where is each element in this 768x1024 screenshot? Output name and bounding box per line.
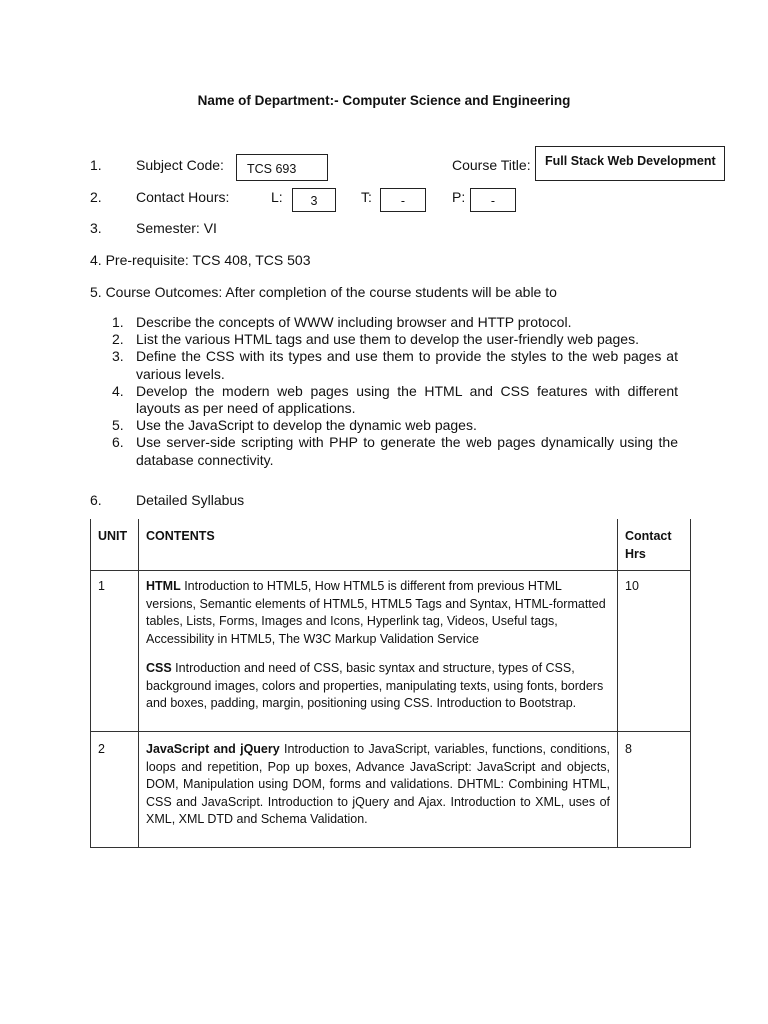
contents-header: CONTENTS: [139, 519, 618, 571]
content-block: [146, 741, 610, 829]
outcome-item: 3. Define the CSS with its types and use them to provide the styles to the web pages at various levels.: [112, 348, 678, 382]
unit-header: UNIT: [91, 519, 139, 571]
outcome-item: 1. Describe the concepts of WWW including browser and HTTP protocol.: [112, 314, 572, 330]
lecture-value: 3: [310, 194, 318, 208]
contact-hours-header: Contact Hrs: [618, 519, 691, 571]
outcome-item: 6. Use server-side scripting with PHP to generate the web pages dynamically using the database connectivity.: [112, 434, 678, 468]
topic-title: HTML: [146, 579, 181, 593]
contents-cell: [139, 571, 618, 732]
contact-hours-label: Contact Hours:: [136, 189, 230, 205]
unit-cell: 1: [91, 571, 139, 732]
lecture-label: L:: [271, 189, 283, 205]
course-title-box: [535, 146, 725, 181]
semester-label: Semester: VI: [136, 220, 217, 236]
hours-cell: 8: [618, 732, 691, 848]
syllabus-table: [90, 519, 691, 848]
table-header-row: [91, 519, 691, 571]
table-row: [91, 571, 691, 732]
course-title-label: Course Title:: [452, 157, 531, 173]
unit-cell: 2: [91, 732, 139, 848]
hours-cell: 10: [618, 571, 691, 732]
lecture-box: [292, 188, 336, 212]
topic-text: Introduction to HTML5, How HTML5 is different from previous HTML versions, Semantic elements of HTML5, HTML5 Tags and Syntax, HTML-formatted tables, Lists, Forms, Images and Icons, Hyperlink tag, Videos, Useful tags, Accessibility in HTML5, The W3C Markup Validation Service: [146, 579, 606, 646]
contents-cell: [139, 732, 618, 848]
content-block: [146, 578, 610, 648]
subject-code-box: [236, 154, 328, 181]
table-row: [91, 732, 691, 848]
tutorial-label: T:: [361, 189, 372, 205]
topic-text: Introduction and need of CSS, basic syntax and structure, types of CSS, background images, colors and properties, manipulating texts, using fonts, borders and boxes, padding, margin, positioning using CSS. Introduction to Bootstrap.: [146, 661, 604, 710]
practical-label: P:: [452, 189, 466, 205]
item-number-1: 1.: [90, 157, 102, 173]
course-title-value: Full Stack Web Development: [545, 154, 716, 168]
practical-box: [470, 188, 516, 212]
outcome-item: 5. Use the JavaScript to develop the dynamic web pages.: [112, 417, 477, 434]
topic-text: Introduction to JavaScript, variables, functions, conditions, loops and repetition, Pop up boxes, Advance JavaScript: JavaScript and objects, DOM, Manipulation using DOM, forms and validations. DHTML: Combining HTML, CSS and JavaScript. Introduction to jQuery and Ajax. Introduction to XML, uses of XML, XML DTD and Schema Validation.: [146, 742, 610, 826]
topic-title: JavaScript and jQuery: [146, 742, 280, 756]
outcome-item: 4. Develop the modern web pages using the HTML and CSS features with different layouts as per need of applications.: [112, 382, 678, 417]
outcome-item: 2. List the various HTML tags and use them to develop the user-friendly web pages.: [112, 331, 639, 348]
tutorial-value: -: [400, 194, 406, 208]
practical-value: -: [490, 194, 496, 208]
syllabus-label: Detailed Syllabus: [136, 492, 245, 508]
course-outcomes-intro: 5. Course Outcomes: After completion of the course students will be able to: [90, 284, 557, 300]
content-block: [146, 660, 610, 713]
item-number-2: 2.: [90, 189, 102, 205]
tutorial-box: [380, 188, 426, 212]
item-number-6: 6.: [90, 492, 102, 508]
prerequisite: 4. Pre-requisite: TCS 408, TCS 503: [90, 252, 311, 268]
subject-code-label: Subject Code:: [136, 157, 224, 173]
subject-code-value: TCS 693: [247, 162, 297, 176]
item-number-3: 3.: [90, 220, 102, 236]
topic-title: CSS: [146, 661, 172, 675]
course-outcomes-list: [112, 314, 678, 469]
department-heading: Name of Department:- Computer Science and Engineering: [197, 93, 571, 108]
